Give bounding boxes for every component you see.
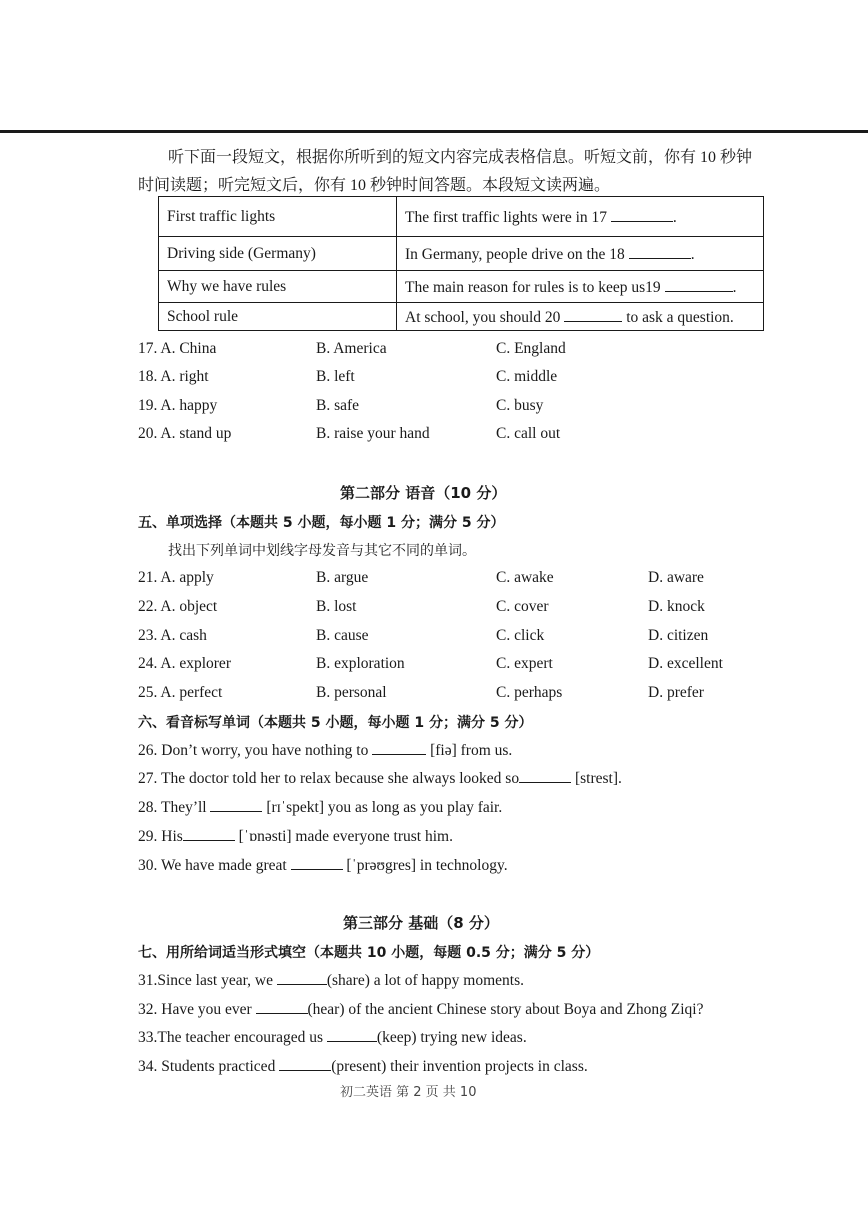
choice-23-d: D. citizen: [648, 627, 709, 644]
choice-20-a: 20. A. stand up: [138, 425, 232, 442]
choice-22-d: D. knock: [648, 598, 705, 615]
answer-blank[interactable]: [665, 277, 733, 292]
answer-blank[interactable]: [327, 1027, 377, 1042]
answer-blank[interactable]: [183, 826, 235, 841]
choice-22-b: B. lost: [316, 598, 357, 615]
answer-blank[interactable]: [279, 1056, 331, 1071]
listening-table: [158, 196, 764, 331]
answer-blank[interactable]: [629, 244, 691, 259]
answer-blank[interactable]: [564, 307, 622, 322]
table-sentence: In Germany, people drive on the 18 .: [397, 237, 764, 271]
choice-24-a: 24. A. explorer: [138, 655, 231, 672]
question-31: 31.Since last year, we (share) a lot of happy moments.: [138, 972, 524, 989]
section5-instruction: 找出下列单词中划线字母发音与其它不同的单词。: [168, 543, 476, 559]
top-rule: [0, 130, 868, 133]
table-row: [159, 237, 764, 271]
part3-title: 第三部分 基础（8 分）: [343, 914, 499, 932]
choice-17-b: B. America: [316, 340, 387, 357]
answer-blank[interactable]: [372, 740, 426, 755]
choice-20-c: C. call out: [496, 425, 561, 442]
choice-22-a: 22. A. object: [138, 598, 218, 615]
table-sentence: At school, you should 20 to ask a question.: [397, 303, 764, 331]
table-topic: Driving side (Germany): [159, 237, 397, 271]
table-sentence: The first traffic lights were in 17 .: [397, 197, 764, 237]
page-footer: 初二英语 第 2 页 共 10: [340, 1085, 477, 1100]
question-34: 34. Students practiced (present) their invention projects in class.: [138, 1058, 588, 1075]
choice-23-c: C. click: [496, 627, 545, 644]
question-32: 32. Have you ever (hear) of the ancient Chinese story about Boya and Zhong Ziqi?: [138, 1001, 704, 1018]
choice-25-d: D. prefer: [648, 684, 704, 701]
choice-18-b: B. left: [316, 368, 355, 385]
choice-18-a: 18. A. right: [138, 368, 209, 385]
section7-title: 七、用所给词适当形式填空（本题共 10 小题，每题 0.5 分；满分 5 分）: [138, 945, 600, 961]
choice-23-a: 23. A. cash: [138, 627, 207, 644]
section6-title: 六、看音标写单词（本题共 5 小题，每小题 1 分；满分 5 分）: [138, 715, 533, 731]
listening-instruction-line1: 听下面一段短文，根据你所听到的短文内容完成表格信息。听短文前，你有 10 秒钟: [168, 149, 753, 166]
choice-24-d: D. excellent: [648, 655, 723, 672]
answer-blank[interactable]: [210, 797, 262, 812]
choice-17-c: C. England: [496, 340, 566, 357]
answer-blank[interactable]: [256, 999, 308, 1014]
answer-blank[interactable]: [519, 768, 571, 783]
choice-21-a: 21. A. apply: [138, 569, 214, 586]
choice-25-c: C. perhaps: [496, 684, 563, 701]
question-33: 33.The teacher encouraged us (keep) trying new ideas.: [138, 1029, 527, 1046]
choice-20-b: B. raise your hand: [316, 425, 430, 442]
choice-25-a: 25. A. perfect: [138, 684, 223, 701]
table-topic: Why we have rules: [159, 271, 397, 303]
choice-19-c: C. busy: [496, 397, 544, 414]
table-row: [159, 197, 764, 237]
question-27: 27. The doctor told her to relax because she always looked so [strest].: [138, 770, 622, 787]
table-sentence: The main reason for rules is to keep us19 .: [397, 271, 764, 303]
question-30: 30. We have made great [ˈprəʊgres] in technology.: [138, 857, 508, 874]
choice-17-a: 17. A. China: [138, 340, 217, 357]
choice-19-b: B. safe: [316, 397, 360, 414]
choice-21-c: C. awake: [496, 569, 554, 586]
choice-18-c: C. middle: [496, 368, 558, 385]
table-row: [159, 303, 764, 331]
choice-24-c: C. expert: [496, 655, 553, 672]
question-29: 29. His [ˈɒnəsti] made everyone trust him.: [138, 828, 453, 845]
section5-title: 五、单项选择（本题共 5 小题，每小题 1 分；满分 5 分）: [138, 515, 505, 531]
choice-25-b: B. personal: [316, 684, 387, 701]
choice-21-b: B. argue: [316, 569, 369, 586]
choice-24-b: B. exploration: [316, 655, 405, 672]
answer-blank[interactable]: [277, 970, 327, 985]
part2-title: 第二部分 语音（10 分）: [340, 484, 507, 502]
choice-23-b: B. cause: [316, 627, 369, 644]
question-26: 26. Don’t worry, you have nothing to [fiə] from us.: [138, 742, 513, 759]
choice-22-c: C. cover: [496, 598, 549, 615]
table-topic: School rule: [159, 303, 397, 331]
answer-blank[interactable]: [611, 207, 673, 222]
answer-blank[interactable]: [291, 855, 343, 870]
table-topic: First traffic lights: [159, 197, 397, 237]
question-28: 28. They’ll [rɪˈspekt] you as long as you play fair.: [138, 799, 503, 816]
table-row: [159, 271, 764, 303]
choice-21-d: D. aware: [648, 569, 704, 586]
listening-instruction-line2: 时间读题；听完短文后，你有 10 秒钟时间答题。本段短文读两遍。: [138, 177, 611, 194]
choice-19-a: 19. A. happy: [138, 397, 218, 414]
